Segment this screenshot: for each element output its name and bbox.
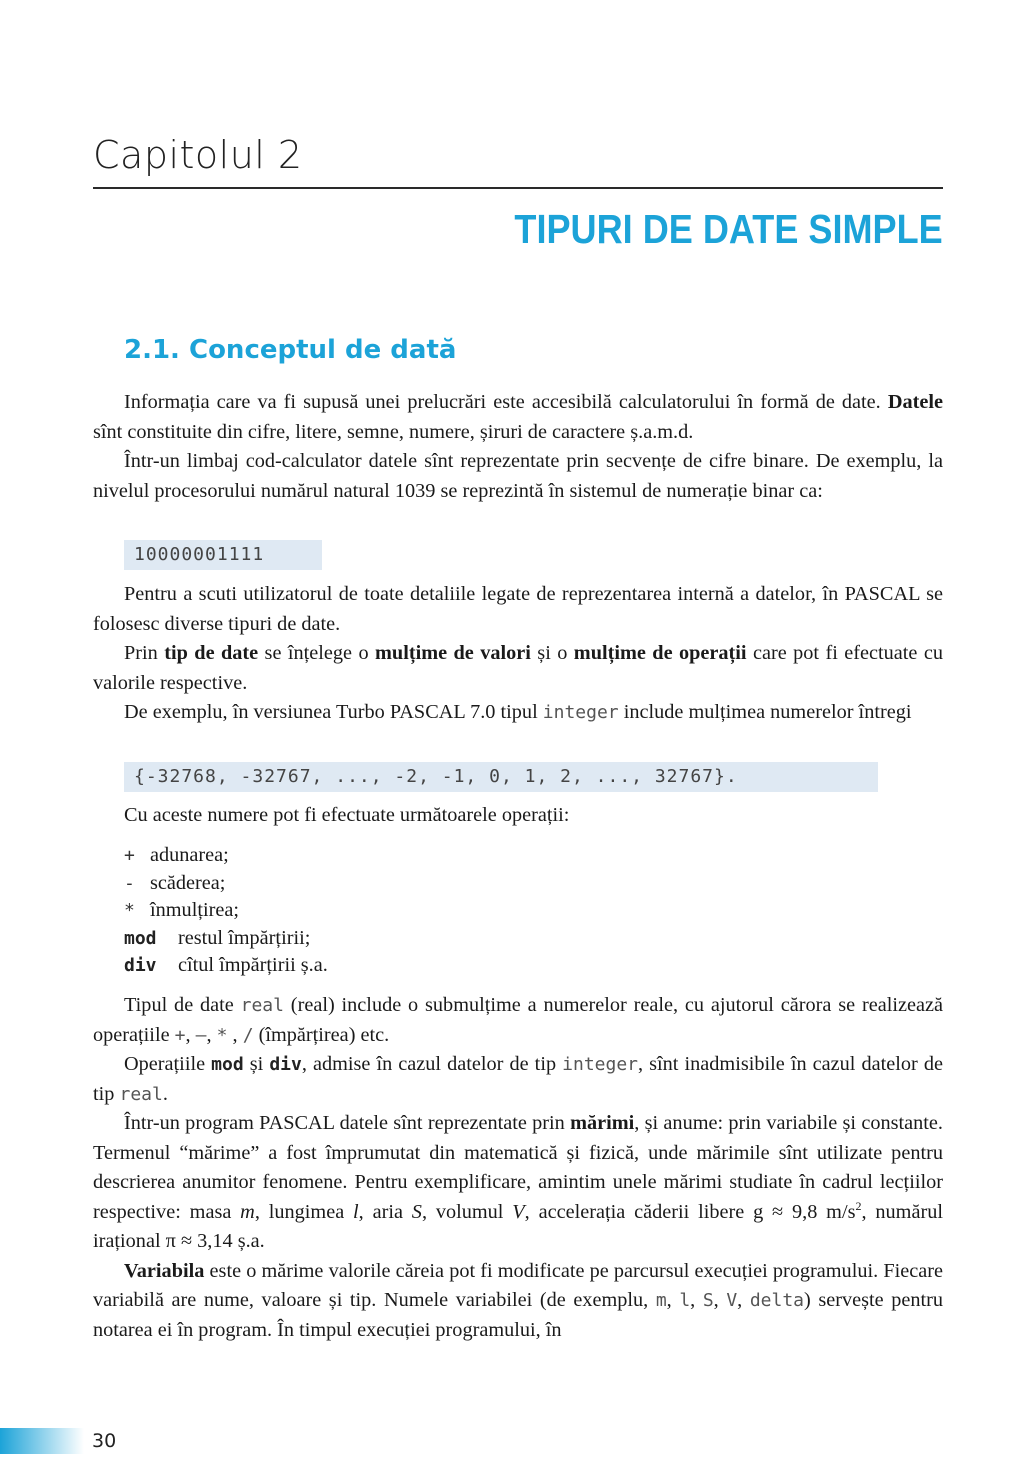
paragraph-integer: De exemplu, în versiunea Turbo PASCAL 7.0 tipul integer include mulțimea numerelor întregi [124, 701, 912, 723]
paragraph-data-definition: Informația care va fi supusă unei prelucrări este accesibilă calculatorului în formă de date. Datele sînt constituite din cifre, litere, semne, numere, șiruri de caractere ș.a.m.d. [93, 391, 943, 443]
paragraph-real: Tipul de date real (real) include o submulțime a numerelor reale, cu ajutorul cărora se realizează operațiile +, –, * , / (împărțirea) etc. [93, 994, 944, 1046]
paragraph-binary: Într-un limbaj cod-calculator datele sînt reprezentate prin secvențe de cifre binare. De exemplu, la nivelul procesorului numărul natural 1039 se reprezintă în sistemul de numerație binar ca: [93, 450, 943, 502]
operation-label: adunarea; [150, 844, 229, 866]
operation-label: cîtul împărțirii ș.a. [178, 954, 328, 976]
body-text-block-4 [93, 991, 943, 1345]
operation-label: scăderea; [150, 871, 226, 894]
operations-list [124, 842, 724, 980]
operation-symbol: + [124, 845, 135, 866]
operation-label: înmulțirea; [150, 899, 239, 921]
chapter-title: TIPURI DE DATE SIMPLE [514, 206, 943, 252]
operation-div [124, 952, 724, 980]
operation-symbol: - [124, 872, 135, 894]
code-integer-range: {-32768, -32767, ..., -2, -1, 0, 1, 2, ..., 32767}. [124, 762, 878, 792]
paragraph-pascal-types: Pentru a scuti utilizatorul de toate detaliile legate de reprezentarea internă a datelor, în PASCAL se folosesc diverse tipuri de date. [93, 583, 943, 635]
page-number: 30 [92, 1430, 117, 1452]
paragraph-type-definition: Prin tip de date se înțelege o mulțime de valori și o mulțime de operații care pot fi efectuate cu valorile respective. [93, 642, 943, 694]
paragraph-variable: Variabila este o mărime valorile căreia pot fi modificate pe parcursul execuției programului. Fiecare variabilă are nume, valoare și tip. Numele variabilei (de exemplu, m, l, S, V, delta) servește pentru notarea ei în program. În timpul execuției programului, în [93, 1259, 944, 1341]
operation-multiply [124, 897, 724, 925]
chapter-rule [93, 187, 943, 189]
body-text-block-1 [93, 388, 943, 506]
paragraph-operations-intro: Cu aceste numere pot fi efectuate următoarele operații: [124, 804, 570, 826]
chapter-label: Capitolul 2 [93, 133, 303, 177]
operation-label: restul împărțirii; [178, 926, 311, 949]
operation-symbol: * [124, 900, 135, 921]
body-text-block-3 [93, 801, 943, 831]
operation-symbol: div [124, 955, 157, 976]
operation-add [124, 842, 724, 870]
code-binary: 10000001111 [124, 540, 322, 570]
operation-subtract [124, 870, 724, 898]
operation-mod [124, 925, 724, 953]
paragraph-quantities: Într-un program PASCAL datele sînt reprezentate prin mărimi, și anume: prin variabile și constante. Termenul “mărime” a fost împrumutat din matematică și fizică, unde mărimile sînt utilizate pentru descrierea anumitor fenomene. Pentru exemplificare, amintim unele mărimi studiate în cadrul lecțiilor respective: masa m, lungimea l, aria S, volumul V, accelerația căderii libere g ≈ 9,8 $m/s^2$, numărul irațional π ≈ 3,14 ș.a. [93, 1112, 943, 1252]
section-heading: 2.1. Conceptul de dată [124, 335, 457, 365]
operation-symbol: mod [124, 927, 157, 949]
page-number-bar [0, 1428, 84, 1454]
body-text-block-2 [93, 580, 943, 728]
paragraph-mod-div: Operațiile mod și div, admise în cazul datelor de tip integer, sînt inadmisibile în cazul datelor de tip real. [93, 1053, 943, 1105]
